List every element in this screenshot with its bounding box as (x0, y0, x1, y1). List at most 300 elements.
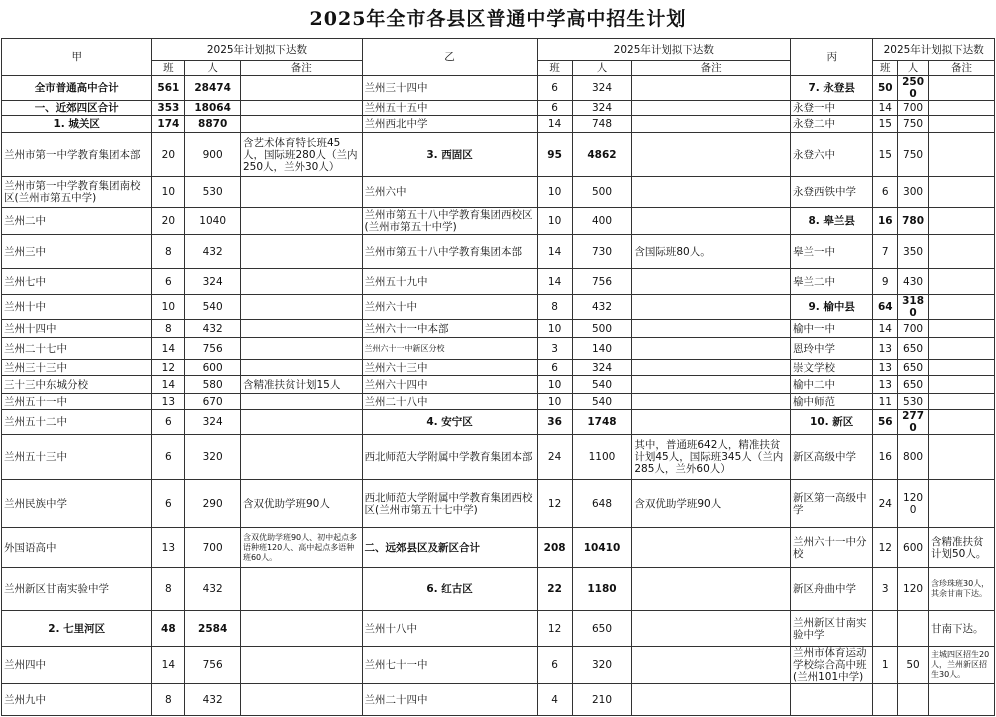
class-count-a: 6 (152, 480, 185, 528)
school-name-b: 6. 红古区 (362, 568, 537, 611)
class-count-c: 9 (873, 269, 898, 295)
note-b (632, 177, 791, 208)
school-name-c: 新区舟曲中学 (790, 568, 872, 611)
class-count-b: 6 (537, 76, 572, 101)
school-name-b: 兰州六中 (362, 177, 537, 208)
people-count-b: 400 (572, 208, 632, 235)
header-col-c: 丙 (790, 39, 872, 76)
note-b: 含国际班80人。 (632, 235, 791, 269)
people-count-c: 700 (898, 320, 929, 338)
people-count-b: 648 (572, 480, 632, 528)
note-c: 主城四区招生20人，兰州新区招生30人。 (929, 647, 995, 684)
people-count-c: 350 (898, 235, 929, 269)
class-count-a: 6 (152, 435, 185, 480)
school-name-a: 1. 城关区 (2, 116, 152, 133)
note-a (240, 410, 362, 435)
class-count-a: 10 (152, 295, 185, 320)
school-name-c: 皋兰二中 (790, 269, 872, 295)
header-class-b: 班 (537, 61, 572, 76)
table-row (2, 647, 995, 684)
note-c (929, 394, 995, 410)
class-count-b: 14 (537, 235, 572, 269)
school-name-c: 兰州六十一中分校 (790, 528, 872, 568)
people-count-c: 650 (898, 376, 929, 394)
class-count-c: 24 (873, 480, 898, 528)
note-c (929, 101, 995, 116)
note-c (929, 320, 995, 338)
school-name-b: 兰州六十三中 (362, 360, 537, 376)
table-row (2, 480, 995, 528)
school-name-c: 7. 永登县 (790, 76, 872, 101)
school-name-a: 兰州市第一中学教育集团南校区(兰州市第五中学) (2, 177, 152, 208)
class-count-c: 50 (873, 76, 898, 101)
table-row (2, 568, 995, 611)
note-c: 甘南下达。 (929, 611, 995, 647)
school-name-c: 永登六中 (790, 133, 872, 177)
people-count-a: 580 (185, 376, 241, 394)
school-name-c: 新区高级中学 (790, 435, 872, 480)
school-name-b: 3. 西固区 (362, 133, 537, 177)
header-note-a: 备注 (240, 61, 362, 76)
note-a: 含双优助学班90人 (240, 480, 362, 528)
class-count-b: 10 (537, 208, 572, 235)
school-name-a: 兰州五十三中 (2, 435, 152, 480)
school-name-b: 兰州六十一中新区分校 (362, 338, 537, 360)
note-c (929, 76, 995, 101)
note-c (929, 269, 995, 295)
school-name-c: 8. 皋兰县 (790, 208, 872, 235)
school-name-b: 兰州市第五十八中学教育集团西校区(兰州市第五十中学) (362, 208, 537, 235)
class-count-c: 11 (873, 394, 898, 410)
note-a (240, 295, 362, 320)
table-row (2, 76, 995, 101)
people-count-c: 3180 (898, 295, 929, 320)
note-c (929, 684, 995, 716)
class-count-b: 14 (537, 116, 572, 133)
note-b (632, 269, 791, 295)
school-name-c: 榆中师范 (790, 394, 872, 410)
school-name-a: 兰州九中 (2, 684, 152, 716)
people-count-c: 530 (898, 394, 929, 410)
table-row (2, 684, 995, 716)
class-count-a: 14 (152, 647, 185, 684)
class-count-a: 8 (152, 568, 185, 611)
people-count-a: 2584 (185, 611, 241, 647)
people-count-c: 650 (898, 360, 929, 376)
note-a: 含艺术体育特长班45人，国际班280人（兰内250人，兰外30人） (240, 133, 362, 177)
school-name-b: 西北师范大学附属中学教育集团西校区(兰州市第五十七中学) (362, 480, 537, 528)
school-name-a: 2. 七里河区 (2, 611, 152, 647)
school-name-c: 榆中一中 (790, 320, 872, 338)
people-count-c: 2500 (898, 76, 929, 101)
people-count-b: 730 (572, 235, 632, 269)
people-count-c (898, 684, 929, 716)
note-c (929, 360, 995, 376)
header-plan-c: 2025年计划拟下达数 (873, 39, 995, 61)
school-name-a: 兰州二中 (2, 208, 152, 235)
school-name-c: 10. 新区 (790, 410, 872, 435)
note-a (240, 320, 362, 338)
school-name-a: 兰州二十七中 (2, 338, 152, 360)
people-count-a: 324 (185, 269, 241, 295)
header-people-c: 人 (898, 61, 929, 76)
class-count-b: 10 (537, 376, 572, 394)
class-count-a: 6 (152, 410, 185, 435)
class-count-b: 8 (537, 295, 572, 320)
people-count-b: 1180 (572, 568, 632, 611)
note-a (240, 269, 362, 295)
enrollment-table (1, 38, 995, 716)
school-name-c: 崇文学校 (790, 360, 872, 376)
people-count-a: 432 (185, 235, 241, 269)
class-count-c: 64 (873, 295, 898, 320)
note-b (632, 528, 791, 568)
school-name-a: 兰州民族中学 (2, 480, 152, 528)
note-b (632, 376, 791, 394)
class-count-a: 353 (152, 101, 185, 116)
class-count-b: 24 (537, 435, 572, 480)
school-name-b: 兰州七十一中 (362, 647, 537, 684)
school-name-b: 兰州六十一中本部 (362, 320, 537, 338)
header-people-b: 人 (572, 61, 632, 76)
people-count-b: 432 (572, 295, 632, 320)
class-count-c: 6 (873, 177, 898, 208)
class-count-c: 3 (873, 568, 898, 611)
class-count-a: 8 (152, 320, 185, 338)
people-count-c: 120 (898, 568, 929, 611)
people-count-b: 1100 (572, 435, 632, 480)
note-a (240, 435, 362, 480)
class-count-b: 22 (537, 568, 572, 611)
school-name-b: 兰州西北中学 (362, 116, 537, 133)
note-c (929, 435, 995, 480)
header-plan-a: 2025年计划拟下达数 (152, 39, 362, 61)
class-count-b: 208 (537, 528, 572, 568)
class-count-b: 14 (537, 269, 572, 295)
class-count-b: 36 (537, 410, 572, 435)
class-count-c (873, 684, 898, 716)
school-name-a: 兰州十中 (2, 295, 152, 320)
note-b (632, 338, 791, 360)
note-c (929, 480, 995, 528)
class-count-c: 1 (873, 647, 898, 684)
class-count-c: 14 (873, 320, 898, 338)
people-count-b: 210 (572, 684, 632, 716)
class-count-b: 4 (537, 684, 572, 716)
note-a (240, 116, 362, 133)
school-name-b: 兰州二十八中 (362, 394, 537, 410)
note-b (632, 410, 791, 435)
people-count-a: 600 (185, 360, 241, 376)
school-name-c: 皋兰一中 (790, 235, 872, 269)
note-b (632, 360, 791, 376)
class-count-b: 10 (537, 177, 572, 208)
people-count-a: 540 (185, 295, 241, 320)
class-count-c: 13 (873, 376, 898, 394)
people-count-c: 1200 (898, 480, 929, 528)
class-count-a: 10 (152, 177, 185, 208)
note-a (240, 360, 362, 376)
school-name-c: 永登二中 (790, 116, 872, 133)
class-count-c: 16 (873, 208, 898, 235)
note-a (240, 684, 362, 716)
header-people-a: 人 (185, 61, 241, 76)
school-name-a: 兰州七中 (2, 269, 152, 295)
note-a: 含双优助学班90人、初中起点多语种班120人、高中起点多语种班60人。 (240, 528, 362, 568)
school-name-a: 兰州市第一中学教育集团本部 (2, 133, 152, 177)
note-a (240, 394, 362, 410)
note-a (240, 208, 362, 235)
class-count-b: 3 (537, 338, 572, 360)
school-name-c: 兰州市体育运动学校综合高中班(兰州101中学) (790, 647, 872, 684)
header-class-a: 班 (152, 61, 185, 76)
school-name-b: 西北师范大学附属中学教育集团本部 (362, 435, 537, 480)
people-count-b: 140 (572, 338, 632, 360)
note-c: 含精准扶贫计划50人。 (929, 528, 995, 568)
school-name-a: 兰州四中 (2, 647, 152, 684)
table-row (2, 177, 995, 208)
school-name-a: 一、近郊四区合计 (2, 101, 152, 116)
people-count-a: 28474 (185, 76, 241, 101)
header-note-c: 备注 (929, 61, 995, 76)
class-count-c: 16 (873, 435, 898, 480)
header-note-b: 备注 (632, 61, 791, 76)
note-c (929, 208, 995, 235)
school-name-c: 新区第一高级中学 (790, 480, 872, 528)
table-row (2, 269, 995, 295)
people-count-a: 700 (185, 528, 241, 568)
school-name-c: 兰州新区甘南实验中学 (790, 611, 872, 647)
note-a (240, 101, 362, 116)
people-count-a: 432 (185, 684, 241, 716)
school-name-c: 恩玲中学 (790, 338, 872, 360)
class-count-b: 12 (537, 611, 572, 647)
table-row (2, 116, 995, 133)
table-row (2, 295, 995, 320)
class-count-c: 15 (873, 133, 898, 177)
people-count-a: 756 (185, 647, 241, 684)
class-count-c: 12 (873, 528, 898, 568)
note-b (632, 133, 791, 177)
school-name-c: 9. 榆中县 (790, 295, 872, 320)
people-count-b: 324 (572, 360, 632, 376)
class-count-c: 56 (873, 410, 898, 435)
table-row (2, 208, 995, 235)
class-count-a: 13 (152, 528, 185, 568)
note-c: 含珍珠班30人，其余甘南下达。 (929, 568, 995, 611)
note-b: 含双优助学班90人 (632, 480, 791, 528)
people-count-c: 800 (898, 435, 929, 480)
people-count-a: 530 (185, 177, 241, 208)
note-b (632, 76, 791, 101)
note-b (632, 611, 791, 647)
school-name-b: 兰州十八中 (362, 611, 537, 647)
class-count-a: 14 (152, 338, 185, 360)
note-b (632, 568, 791, 611)
note-a (240, 177, 362, 208)
school-name-a: 兰州五十一中 (2, 394, 152, 410)
note-b (632, 208, 791, 235)
people-count-b: 320 (572, 647, 632, 684)
people-count-a: 18064 (185, 101, 241, 116)
class-count-a: 20 (152, 208, 185, 235)
school-name-a: 兰州五十二中 (2, 410, 152, 435)
note-c (929, 116, 995, 133)
note-c (929, 295, 995, 320)
school-name-a: 兰州十四中 (2, 320, 152, 338)
note-c (929, 235, 995, 269)
school-name-b: 4. 安宁区 (362, 410, 537, 435)
table-row (2, 360, 995, 376)
class-count-a: 20 (152, 133, 185, 177)
people-count-c: 50 (898, 647, 929, 684)
note-b (632, 320, 791, 338)
school-name-b: 兰州六十中 (362, 295, 537, 320)
school-name-a: 兰州新区甘南实验中学 (2, 568, 152, 611)
people-count-a: 432 (185, 568, 241, 611)
class-count-a: 8 (152, 684, 185, 716)
note-a (240, 76, 362, 101)
people-count-b: 540 (572, 394, 632, 410)
school-name-b: 兰州三十四中 (362, 76, 537, 101)
note-c (929, 410, 995, 435)
class-count-c: 14 (873, 101, 898, 116)
school-name-c: 永登一中 (790, 101, 872, 116)
note-a (240, 235, 362, 269)
class-count-c: 7 (873, 235, 898, 269)
note-b: 其中，普通班642人，精准扶贫计划45人，国际班345人（兰内285人，兰外60人） (632, 435, 791, 480)
school-name-c: 榆中二中 (790, 376, 872, 394)
table-row (2, 410, 995, 435)
people-count-a: 670 (185, 394, 241, 410)
class-count-a: 14 (152, 376, 185, 394)
class-count-a: 561 (152, 76, 185, 101)
class-count-a: 12 (152, 360, 185, 376)
table-row (2, 376, 995, 394)
note-b (632, 394, 791, 410)
class-count-a: 48 (152, 611, 185, 647)
table-row (2, 235, 995, 269)
school-name-a: 兰州三十三中 (2, 360, 152, 376)
class-count-c (873, 611, 898, 647)
people-count-b: 324 (572, 101, 632, 116)
people-count-a: 756 (185, 338, 241, 360)
people-count-b: 650 (572, 611, 632, 647)
people-count-c: 700 (898, 101, 929, 116)
school-name-b: 兰州二十四中 (362, 684, 537, 716)
school-name-b: 兰州五十五中 (362, 101, 537, 116)
page-title: 2025年全市各县区普通中学高中招生计划 (309, 8, 687, 30)
school-name-b: 兰州六十四中 (362, 376, 537, 394)
note-a: 含精准扶贫计划15人 (240, 376, 362, 394)
class-count-b: 12 (537, 480, 572, 528)
header-plan-b: 2025年计划拟下达数 (537, 39, 790, 61)
note-a (240, 568, 362, 611)
note-c (929, 338, 995, 360)
people-count-b: 540 (572, 376, 632, 394)
people-count-c: 750 (898, 133, 929, 177)
people-count-a: 432 (185, 320, 241, 338)
school-name-b: 兰州五十九中 (362, 269, 537, 295)
people-count-a: 8870 (185, 116, 241, 133)
table-row (2, 435, 995, 480)
people-count-b: 748 (572, 116, 632, 133)
people-count-c: 430 (898, 269, 929, 295)
note-a (240, 647, 362, 684)
school-name-b: 二、远郊县区及新区合计 (362, 528, 537, 568)
school-name-a: 兰州三中 (2, 235, 152, 269)
people-count-b: 500 (572, 177, 632, 208)
table-row (2, 611, 995, 647)
class-count-b: 10 (537, 320, 572, 338)
table-row (2, 101, 995, 116)
people-count-b: 500 (572, 320, 632, 338)
class-count-a: 6 (152, 269, 185, 295)
note-b (632, 295, 791, 320)
class-count-b: 6 (537, 647, 572, 684)
class-count-a: 8 (152, 235, 185, 269)
header-col-b: 乙 (362, 39, 537, 76)
people-count-b: 756 (572, 269, 632, 295)
people-count-c: 600 (898, 528, 929, 568)
class-count-a: 13 (152, 394, 185, 410)
people-count-c: 650 (898, 338, 929, 360)
people-count-b: 324 (572, 76, 632, 101)
class-count-c: 15 (873, 116, 898, 133)
class-count-a: 174 (152, 116, 185, 133)
people-count-a: 320 (185, 435, 241, 480)
table-row (2, 133, 995, 177)
school-name-c (790, 684, 872, 716)
note-b (632, 684, 791, 716)
note-c (929, 133, 995, 177)
people-count-b: 10410 (572, 528, 632, 568)
school-name-a: 外国语高中 (2, 528, 152, 568)
note-c (929, 376, 995, 394)
note-b (632, 101, 791, 116)
note-c (929, 177, 995, 208)
table-row (2, 338, 995, 360)
people-count-b: 4862 (572, 133, 632, 177)
school-name-c: 永登西铁中学 (790, 177, 872, 208)
class-count-c: 13 (873, 338, 898, 360)
people-count-b: 1748 (572, 410, 632, 435)
table-row (2, 394, 995, 410)
class-count-b: 6 (537, 360, 572, 376)
note-b (632, 647, 791, 684)
people-count-a: 290 (185, 480, 241, 528)
people-count-c (898, 611, 929, 647)
note-a (240, 338, 362, 360)
people-count-a: 900 (185, 133, 241, 177)
people-count-c: 750 (898, 116, 929, 133)
school-name-a: 三十三中东城分校 (2, 376, 152, 394)
class-count-c: 13 (873, 360, 898, 376)
class-count-b: 95 (537, 133, 572, 177)
class-count-b: 10 (537, 394, 572, 410)
header-col-a: 甲 (2, 39, 152, 76)
people-count-c: 780 (898, 208, 929, 235)
table-row (2, 528, 995, 568)
people-count-a: 324 (185, 410, 241, 435)
people-count-c: 300 (898, 177, 929, 208)
class-count-b: 6 (537, 101, 572, 116)
school-name-b: 兰州市第五十八中学教育集团本部 (362, 235, 537, 269)
school-name-a: 全市普通高中合计 (2, 76, 152, 101)
people-count-a: 1040 (185, 208, 241, 235)
people-count-c: 2770 (898, 410, 929, 435)
header-class-c: 班 (873, 61, 898, 76)
